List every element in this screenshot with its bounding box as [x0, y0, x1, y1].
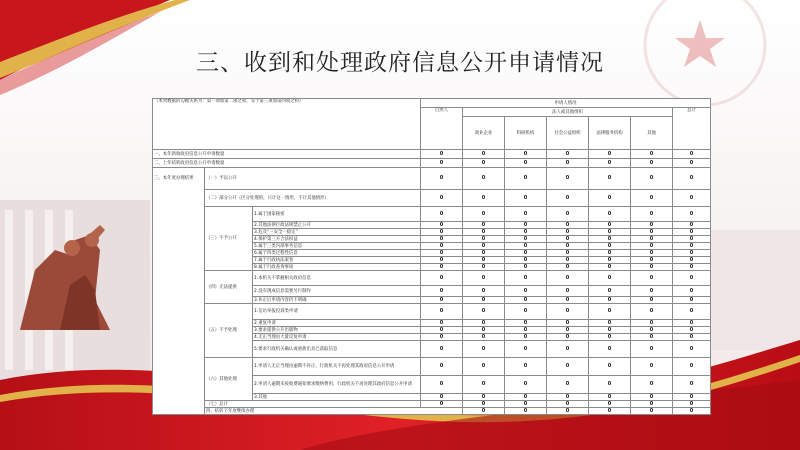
cell-value: 0 [547, 376, 589, 394]
row-label: 1.本机关不掌握相关政府信息 [253, 271, 421, 286]
table-row [153, 168, 711, 190]
cell-value: 0 [631, 250, 673, 257]
cell-value: 0 [505, 229, 547, 236]
cell-value: 0 [547, 150, 589, 159]
cell-value: 0 [589, 304, 631, 320]
cell-value: 0 [631, 401, 673, 408]
cell-value: 0 [463, 394, 505, 401]
cell-value: 0 [505, 271, 547, 286]
cell-value: 0 [589, 257, 631, 264]
cell-value: 0 [589, 341, 631, 358]
cell-value: 0 [673, 376, 711, 394]
cell-value: 0 [589, 264, 631, 271]
table-row [153, 271, 711, 286]
row-label: 二、上年结转政府信息公开申请数量 [153, 159, 421, 168]
applicant-group-header: 申请人情况 [421, 99, 711, 108]
cell-value: 0 [673, 297, 711, 304]
cell-value: 0 [673, 264, 711, 271]
cell-value: 0 [631, 358, 673, 376]
cell-value: 0 [463, 222, 505, 229]
cell-value: 0 [589, 334, 631, 341]
row-label: 3.补正后申请内容仍不明确 [253, 297, 421, 304]
cell-value: 0 [631, 394, 673, 401]
row-label: 1.属于国家秘密 [253, 207, 421, 222]
row-label: 2.重复申请 [253, 320, 421, 327]
cell-value: 0 [589, 327, 631, 334]
table-row [153, 207, 711, 222]
cell-value: 0 [673, 408, 711, 415]
subsection-label: （四）无法提供 [205, 271, 253, 304]
cell-value: 0 [463, 250, 505, 257]
cell-value: 0 [421, 168, 463, 190]
government-info-request-table [152, 98, 711, 415]
cell-value: 0 [547, 190, 589, 207]
row-label: 2.申请人逾期未按收费通知要求缴纳费用、行政机关不再处理其政府信息公开申请 [253, 376, 421, 394]
cell-value: 0 [463, 207, 505, 222]
cell-value: 0 [673, 207, 711, 222]
cell-value: 0 [631, 286, 673, 297]
cell-value: 0 [631, 222, 673, 229]
row-label: 8.属于行政查询事项 [253, 264, 421, 271]
cell-value: 0 [631, 264, 673, 271]
cell-value: 0 [421, 222, 463, 229]
cell-value: 0 [505, 150, 547, 159]
cell-value: 0 [463, 304, 505, 320]
cell-value: 0 [421, 327, 463, 334]
cell-value: 0 [673, 341, 711, 358]
cell-value: 0 [631, 408, 673, 415]
cell-value: 0 [463, 150, 505, 159]
cell-value: 0 [589, 159, 631, 168]
cell-value: 0 [421, 207, 463, 222]
cell-value: 0 [673, 150, 711, 159]
cell-value: 0 [589, 394, 631, 401]
cell-value: 0 [463, 320, 505, 327]
cell-value: 0 [547, 229, 589, 236]
cell-value: 0 [505, 236, 547, 243]
table-row [153, 304, 711, 320]
table-row [153, 150, 711, 159]
cell-value: 0 [421, 250, 463, 257]
cell-value: 0 [547, 358, 589, 376]
cell-value: 0 [673, 236, 711, 243]
row-label: 4.无正当理由大量反复申请 [253, 334, 421, 341]
row-label: 7.属于行政执法案卷 [253, 257, 421, 264]
cell-value: 0 [505, 408, 547, 415]
cell-value: 0 [463, 159, 505, 168]
row-label: （一）予以公开 [205, 168, 421, 190]
cell-value: 0 [547, 334, 589, 341]
cell-value: 0 [547, 168, 589, 190]
cell-value: 0 [547, 250, 589, 257]
cell-value: 0 [673, 243, 711, 250]
cell-value: 0 [589, 401, 631, 408]
slide-title: 三、收到和处理政府信息公开申请情况 [196, 50, 604, 76]
cell-value: 0 [589, 358, 631, 376]
row-label: 6.属于四类过程性信息 [253, 250, 421, 257]
cell-value: 0 [589, 320, 631, 327]
cell-value: 0 [463, 286, 505, 297]
cell-value: 0 [463, 229, 505, 236]
cell-value: 0 [505, 401, 547, 408]
row-label: （二）部分公开（区分处理的，只计这一情形，不计其他情形） [205, 190, 421, 207]
cell-value: 0 [505, 207, 547, 222]
row-label: 一、本年新收政府信息公开申请数量 [153, 150, 421, 159]
cell-value: 0 [505, 376, 547, 394]
cell-value: 0 [463, 243, 505, 250]
cell-value: 0 [505, 394, 547, 401]
cell-value: 0 [631, 320, 673, 327]
cell-value: 0 [589, 190, 631, 207]
org-type-header: 商业企业 [463, 117, 505, 150]
cell-value: 0 [631, 229, 673, 236]
cell-value: 0 [505, 264, 547, 271]
cell-value: 0 [463, 168, 505, 190]
org-type-header: 法律服务机构 [589, 117, 631, 150]
cell-value: 0 [421, 264, 463, 271]
cell-value: 0 [547, 401, 589, 408]
cell-value: 0 [631, 304, 673, 320]
cell-value: 0 [547, 394, 589, 401]
row-label: 2.没有现成信息需要另行制作 [253, 286, 421, 297]
cell-value: 0 [547, 341, 589, 358]
natural-person-header: 自然人 [421, 108, 463, 150]
table-row [153, 159, 711, 168]
cell-value: 0 [631, 376, 673, 394]
row-label: 1.信访举报投诉类申请 [253, 304, 421, 320]
cell-value: 0 [421, 401, 463, 408]
cell-value: 0 [631, 271, 673, 286]
cell-value: 0 [547, 264, 589, 271]
cell-value: 0 [631, 236, 673, 243]
cell-value: 0 [589, 271, 631, 286]
cell-value: 0 [547, 304, 589, 320]
cell-value: 0 [463, 190, 505, 207]
cell-value: 0 [673, 159, 711, 168]
cell-value: 0 [421, 358, 463, 376]
row-label: 3.其他 [253, 394, 421, 401]
cell-value: 0 [547, 159, 589, 168]
cell-value: 0 [421, 236, 463, 243]
row-label: 2.其他法律行政法规禁止公开 [253, 222, 421, 229]
cell-value: 0 [463, 297, 505, 304]
cell-value: 0 [631, 207, 673, 222]
cell-value: 0 [673, 168, 711, 190]
cell-value: 0 [505, 243, 547, 250]
cell-value: 0 [673, 401, 711, 408]
cell-value: 0 [589, 250, 631, 257]
cell-value: 0 [421, 257, 463, 264]
cell-value: 0 [673, 358, 711, 376]
cell-value: 0 [463, 271, 505, 286]
cell-value: 0 [547, 236, 589, 243]
cell-value: 0 [547, 222, 589, 229]
cell-value: 0 [463, 236, 505, 243]
row-label: 1.申请人无正当理由逾期不补正、行政机关不再处理其政府信息公开申请 [253, 358, 421, 376]
row-label: 5.属于三类内部事务信息 [253, 243, 421, 250]
cell-value: 0 [463, 264, 505, 271]
table-row [153, 358, 711, 376]
cell-value: 0 [505, 304, 547, 320]
cell-value: 0 [463, 341, 505, 358]
cell-value: 0 [631, 327, 673, 334]
cell-value: 0 [631, 257, 673, 264]
corner-header: （本列数据的勾稽关系为：第一项加第二项之和，等于第三项加第四项之和） [153, 99, 421, 150]
cell-value: 0 [673, 229, 711, 236]
cell-value: 0 [631, 190, 673, 207]
table-row [153, 408, 711, 415]
cell-value: 0 [547, 271, 589, 286]
cell-value: 0 [421, 334, 463, 341]
cell-value: 0 [589, 408, 631, 415]
cell-value: 0 [631, 243, 673, 250]
row-label: 四、结转下年度继续办理 [205, 408, 463, 415]
cell-value: 0 [631, 159, 673, 168]
cell-value: 0 [421, 304, 463, 320]
subsection-label: （五）不予处理 [205, 304, 253, 358]
cell-value: 0 [589, 222, 631, 229]
cell-value: 0 [673, 250, 711, 257]
cell-value: 0 [547, 257, 589, 264]
org-type-header: 科研机构 [505, 117, 547, 150]
cell-value: 0 [547, 327, 589, 334]
cell-value: 0 [421, 394, 463, 401]
cell-value: 0 [505, 168, 547, 190]
cell-value: 0 [505, 159, 547, 168]
cell-value: 0 [673, 327, 711, 334]
cell-value: 0 [505, 286, 547, 297]
cell-value: 0 [589, 229, 631, 236]
cell-value: 0 [673, 190, 711, 207]
legal-group-header: 法人或其他组织 [463, 108, 673, 117]
cell-value: 0 [505, 358, 547, 376]
row-label: 4.保护第三方合法权益 [253, 236, 421, 243]
table-row [153, 401, 711, 408]
cell-value: 0 [421, 376, 463, 394]
cell-value: 0 [589, 168, 631, 190]
cell-value: 0 [463, 376, 505, 394]
cell-value: 0 [505, 327, 547, 334]
cell-value: 0 [547, 408, 589, 415]
cell-value: 0 [505, 320, 547, 327]
cell-value: 0 [589, 286, 631, 297]
cell-value: 0 [631, 150, 673, 159]
cell-value: 0 [463, 401, 505, 408]
cell-value: 0 [421, 320, 463, 327]
subsection-label: （三）不予公开 [205, 207, 253, 271]
cell-value: 0 [421, 297, 463, 304]
cell-value: 0 [589, 297, 631, 304]
cell-value: 0 [463, 358, 505, 376]
subsection-label: （六）其他处理 [205, 358, 253, 401]
table-row [153, 190, 711, 207]
cell-value: 0 [673, 286, 711, 297]
row-label: （七）总计 [205, 401, 421, 408]
cell-value: 0 [589, 236, 631, 243]
row-label: 3.危及“三安全一稳定” [253, 229, 421, 236]
cell-value: 0 [505, 190, 547, 207]
cell-value: 0 [547, 297, 589, 304]
cell-value: 0 [673, 271, 711, 286]
cell-value: 0 [421, 243, 463, 250]
cell-value: 0 [631, 297, 673, 304]
cell-value: 0 [421, 286, 463, 297]
cell-value: 0 [547, 243, 589, 250]
cell-value: 0 [421, 150, 463, 159]
cell-value: 0 [463, 334, 505, 341]
cell-value: 0 [589, 243, 631, 250]
cell-value: 0 [463, 257, 505, 264]
cell-value: 0 [673, 320, 711, 327]
cell-value: 0 [673, 257, 711, 264]
cell-value: 0 [505, 341, 547, 358]
cell-value: 0 [463, 408, 505, 415]
cell-value: 0 [421, 190, 463, 207]
cell-value: 0 [631, 334, 673, 341]
cell-value: 0 [547, 207, 589, 222]
cell-value: 0 [505, 222, 547, 229]
cell-value: 0 [631, 168, 673, 190]
org-type-header: 社会公益组织 [547, 117, 589, 150]
cell-value: 0 [463, 327, 505, 334]
cell-value: 0 [505, 250, 547, 257]
cell-value: 0 [421, 229, 463, 236]
cell-value: 0 [421, 159, 463, 168]
cell-value: 0 [505, 297, 547, 304]
total-header: 总计 [673, 108, 711, 150]
cell-value: 0 [421, 271, 463, 286]
cell-value: 0 [631, 341, 673, 358]
row-label: 3.要求提供公开出版物 [253, 327, 421, 334]
cell-value: 0 [505, 257, 547, 264]
cell-value: 0 [547, 320, 589, 327]
cell-value: 0 [673, 334, 711, 341]
cell-value: 0 [547, 286, 589, 297]
section-label: 三、本年度办理结果 [153, 168, 205, 415]
cell-value: 0 [673, 304, 711, 320]
cell-value: 0 [673, 394, 711, 401]
row-label: 5.要求行政机关确认或重新出具已获取信息 [253, 341, 421, 358]
org-type-header: 其他 [631, 117, 673, 150]
cell-value: 0 [589, 150, 631, 159]
cell-value: 0 [505, 334, 547, 341]
cell-value: 0 [589, 207, 631, 222]
cell-value: 0 [589, 376, 631, 394]
cell-value: 0 [421, 341, 463, 358]
cell-value: 0 [673, 222, 711, 229]
